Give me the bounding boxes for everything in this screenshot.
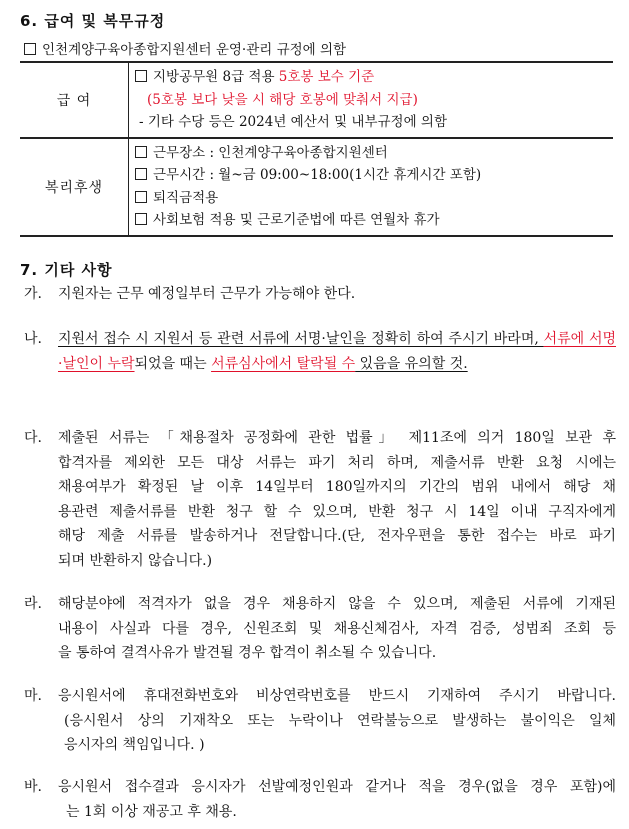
item-marker: 다. bbox=[24, 430, 42, 446]
item-text: 지원서 접수 시 지원서 등 관련 서류에 서명·날인을 정확히 하여 주시기 바라며, 서류에 서명·날인이 누락되었을 때는 서류심사에서 탈락될 수 있음을 유의할 것. bbox=[58, 331, 617, 372]
item-marker: 나. bbox=[24, 331, 42, 347]
item-text: 해당분야에 적격자가 없을 경우 채용하지 않을 수 있으며, 제출된 서류에 기재된 내용이 사실과 다를 경우, 신원조회 및 채용신체검사, 자격 검증, 성범죄 조회 등 을 통하여 결격사유가 발견될 경우 합격이 취소될 수 있습니다. bbox=[58, 596, 616, 661]
section-7-title: 7. 기타 사항 bbox=[20, 261, 113, 279]
welfare-row bbox=[20, 138, 613, 236]
item-ma bbox=[24, 684, 616, 758]
salary-allowance: - 기타 수당 등은 2024년 예산서 및 내부규정에 의함 bbox=[139, 114, 447, 130]
checkbox-icon bbox=[135, 70, 147, 82]
salary-label: 급 여 bbox=[20, 62, 129, 138]
section-6-title: 6. 급여 및 복무규정 bbox=[20, 12, 166, 30]
item-marker: 라. bbox=[24, 596, 42, 612]
item-text: 응시원서에 휴대전화번호와 비상연락번호를 반드시 기재하여 주시기 바랍니다. (응시원서 상의 기재착오 또는 누락이나 연락불능으로 발생하는 불이익은 일체 응시자의 책임입니다. ) bbox=[58, 688, 616, 753]
welfare-label: 복리후생 bbox=[20, 138, 129, 236]
rejection-warning: 서류심사에서 탈락될 수 bbox=[211, 355, 356, 372]
item-text: 응시원서 접수결과 응시자가 선발예정인원과 같거나 적을 경우(없을 경우 포함)에 는 1회 이상 재공고 후 채용. bbox=[58, 779, 616, 820]
item-marker: 마. bbox=[24, 688, 42, 704]
welfare-item: 근무시간 : 월~금 09:00~18:00(1시간 휴게시간 포함) bbox=[135, 164, 613, 187]
checkbox-icon bbox=[135, 168, 147, 180]
salary-step-highlight: 5호봉 보수 기준 bbox=[278, 69, 375, 85]
item-ra bbox=[24, 592, 616, 666]
checkbox-icon bbox=[135, 213, 147, 225]
item-marker: 바. bbox=[24, 779, 42, 795]
item-text: 지원자는 근무 예정일부터 근무가 가능해야 한다. bbox=[58, 286, 356, 302]
checkbox-icon bbox=[135, 146, 147, 158]
item-marker: 가. bbox=[24, 286, 42, 302]
item-text: 제출된 서류는 「채용절차 공정화에 관한 법률」 제11조에 의거 180일 보관 후 합격자를 제외한 모든 대상 서류는 파기 처리 하며, 제출서류 반환 요청 시에는 채용여부가 확정된 날 이후 14일부터 180일까지의 기간의 범위 내에서 해당 채 용관련 제출서류를 반환 청구 할 수 있으며, 반환 청구 시 14일 이내 구직자에게 해당 제출 서류를 발송하거나 전달합니다.(단, 전자우편을 통한 접수는 바로 파기 되며 반환하지 않습니다.) bbox=[58, 430, 616, 569]
salary-note: (5호봉 보다 낮을 시 해당 호봉에 맞춰서 지급) bbox=[147, 91, 418, 108]
item-na bbox=[24, 327, 616, 376]
salary-welfare-table bbox=[20, 61, 613, 237]
item-ga bbox=[24, 282, 616, 307]
item-ba bbox=[24, 775, 616, 824]
missing-signature-warning: 서류에 서명·날인이 누락 bbox=[58, 331, 617, 372]
checkbox-icon bbox=[24, 43, 36, 55]
welfare-content bbox=[129, 138, 614, 236]
salary-row bbox=[20, 62, 613, 138]
welfare-item: 근무장소 : 인천계양구육아종합지원센터 bbox=[135, 142, 613, 165]
section-6-rule: 인천계양구육아종합지원센터 운영·관리 규정에 의함 bbox=[24, 38, 346, 58]
checkbox-icon bbox=[135, 191, 147, 203]
salary-content: 지방공무원 8급 적용 5호봉 보수 기준 (5호봉 보다 낮을 시 해당 호봉에 맞춰서 지급) - 기타 수당 등은 2024년 예산서 및 내부규정에 의함 bbox=[129, 62, 614, 138]
welfare-item: 사회보험 적용 및 근로기준법에 따른 연월차 휴가 bbox=[135, 209, 613, 232]
welfare-item: 퇴직금적용 bbox=[135, 187, 613, 210]
item-da bbox=[24, 426, 616, 573]
